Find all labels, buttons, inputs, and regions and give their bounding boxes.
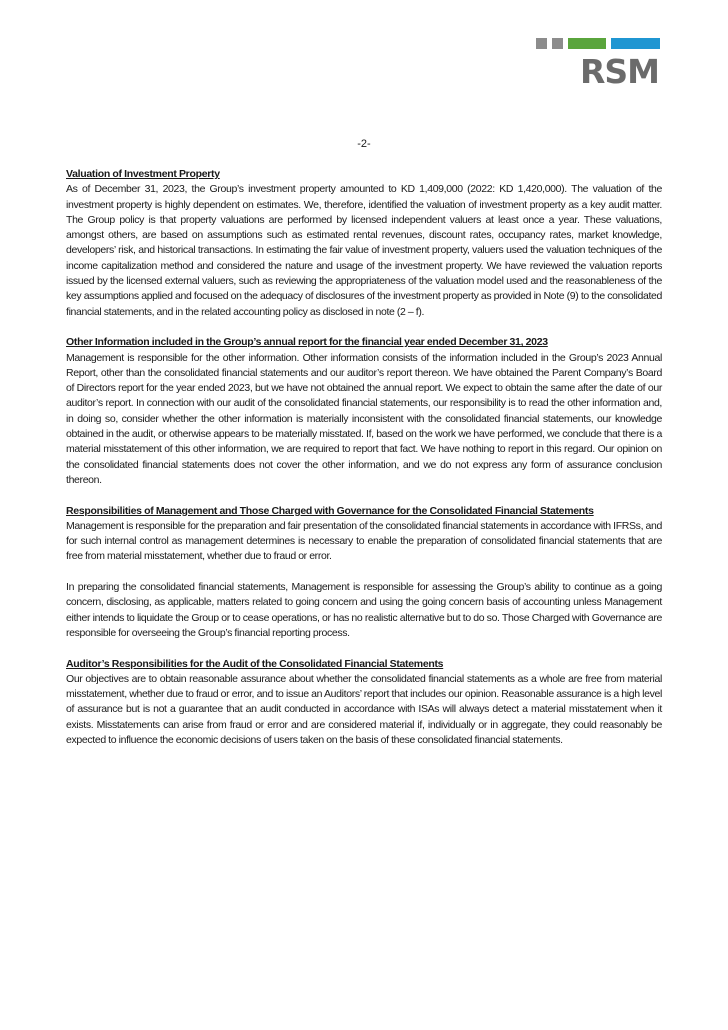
section-other-information	[66, 335, 662, 488]
rsm-logo	[536, 36, 660, 90]
logo-bars	[536, 38, 660, 49]
section-management-responsibilities	[66, 504, 662, 642]
document-body	[66, 167, 662, 764]
section-paragraph: Our objectives are to obtain reasonable assurance about whether the consolidated financial statements as a whole are free from material misstatement, whether due to fraud or error, and to issue an Auditors’ report that includes our opinion. Reasonable assurance is a high level of assurance but is not a guarantee that an audit conducted in accordance with ISAs will always detect a material misstatement when it exists. Misstatements can arise from fraud or error and are considered material if, individually or in aggregate, they could reasonably be expected to influence the economic decisions of users taken on the basis of these consolidated financial statements.	[66, 672, 662, 746]
section-heading: Responsibilities of Management and Those Charged with Governance for the Consolidated Financial Statements	[66, 504, 594, 517]
logo-bar-blue	[611, 38, 660, 49]
logo-text: RSM	[580, 52, 660, 91]
page-number: -2-	[357, 138, 371, 150]
logo-bar-green	[568, 38, 606, 49]
section-heading: Valuation of Investment Property	[66, 168, 220, 180]
section-paragraph: Management is responsible for the preparation and fair presentation of the consolidated financial statements in accordance with IFRSs, and for such internal control as management determines is necessary to enable the preparation of consolidated financial statements that are free from material misstatement, whether due to fraud or error.	[66, 519, 662, 563]
section-valuation-investment-property	[66, 167, 662, 320]
section-paragraph: As of December 31, 2023, the Group’s investment property amounted to KD 1,409,000 (2022: KD 1,420,000). The valuation of the investment property is highly dependent on estimates. We, therefore, identified the valuation of investment property as a key audit matter. The Group policy is that property valuations are performed by licensed independent valuers at least once a year. These valuations, amongst others, are based on assumptions such as estimated rental revenues, discount rates, occupancy rates, market knowledge, developers’ risk, and historical transactions. In estimating the fair value of investment property, valuers used the valuation techniques of the income capitalization method and considered the nature and usage of the investment property. We have reviewed the valuation reports issued by the licensed external valuers, such as reviewing the appropriateness of the valuation model used and the reasonableness of the key assumptions applied and focused on the adequacy of disclosures of the investment property as provided in Note (9) to the consolidated financial statements, and in the related accounting policy as disclosed in note (2 – f).	[66, 183, 662, 318]
logo-bar-gray-2	[552, 38, 563, 49]
section-paragraph: Management is responsible for the other information. Other information consists of the information included in the Group’s 2023 Annual Report, other than the consolidated financial statements and our auditor’s report thereon. We have obtained the Parent Company’s Board of Directors report for the year ended 2023, but we have not obtained the annual report. We expect to obtain the same after the date of our auditor’s report. In connection with our audit of the consolidated financial statements, our responsibility is to read the other information and, in doing so, consider whether the other information is materially inconsistent with the consolidated financial statements, our knowledge obtained in the audit, or otherwise appears to be materially misstated. If, based on the work we have performed, we conclude that there is a material misstatement of this other information, we are required to report that fact. We have nothing to report in this regard. Our opinion on the consolidated financial statements does not cover the other information, and we do not express any form of assurance conclusion thereon.	[66, 351, 662, 486]
section-paragraph: In preparing the consolidated financial statements, Management is responsible for assessing the Group’s ability to continue as a going concern, disclosing, as applicable, matters related to going concern and using the going concern basis of accounting unless Management either intends to liquidate the Group or to cease operations, or has no realistic alternative but to do so. Those Charged with Governance are responsible for overseeing the Group’s financial reporting process.	[66, 581, 662, 639]
section-auditor-responsibilities	[66, 657, 662, 749]
logo-bar-gray	[536, 38, 547, 49]
section-heading: Auditor’s Responsibilities for the Audit of the Consolidated Financial Statements	[66, 657, 444, 670]
section-heading: Other Information included in the Group’s annual report for the financial year ended December 31, 2023	[66, 336, 548, 349]
